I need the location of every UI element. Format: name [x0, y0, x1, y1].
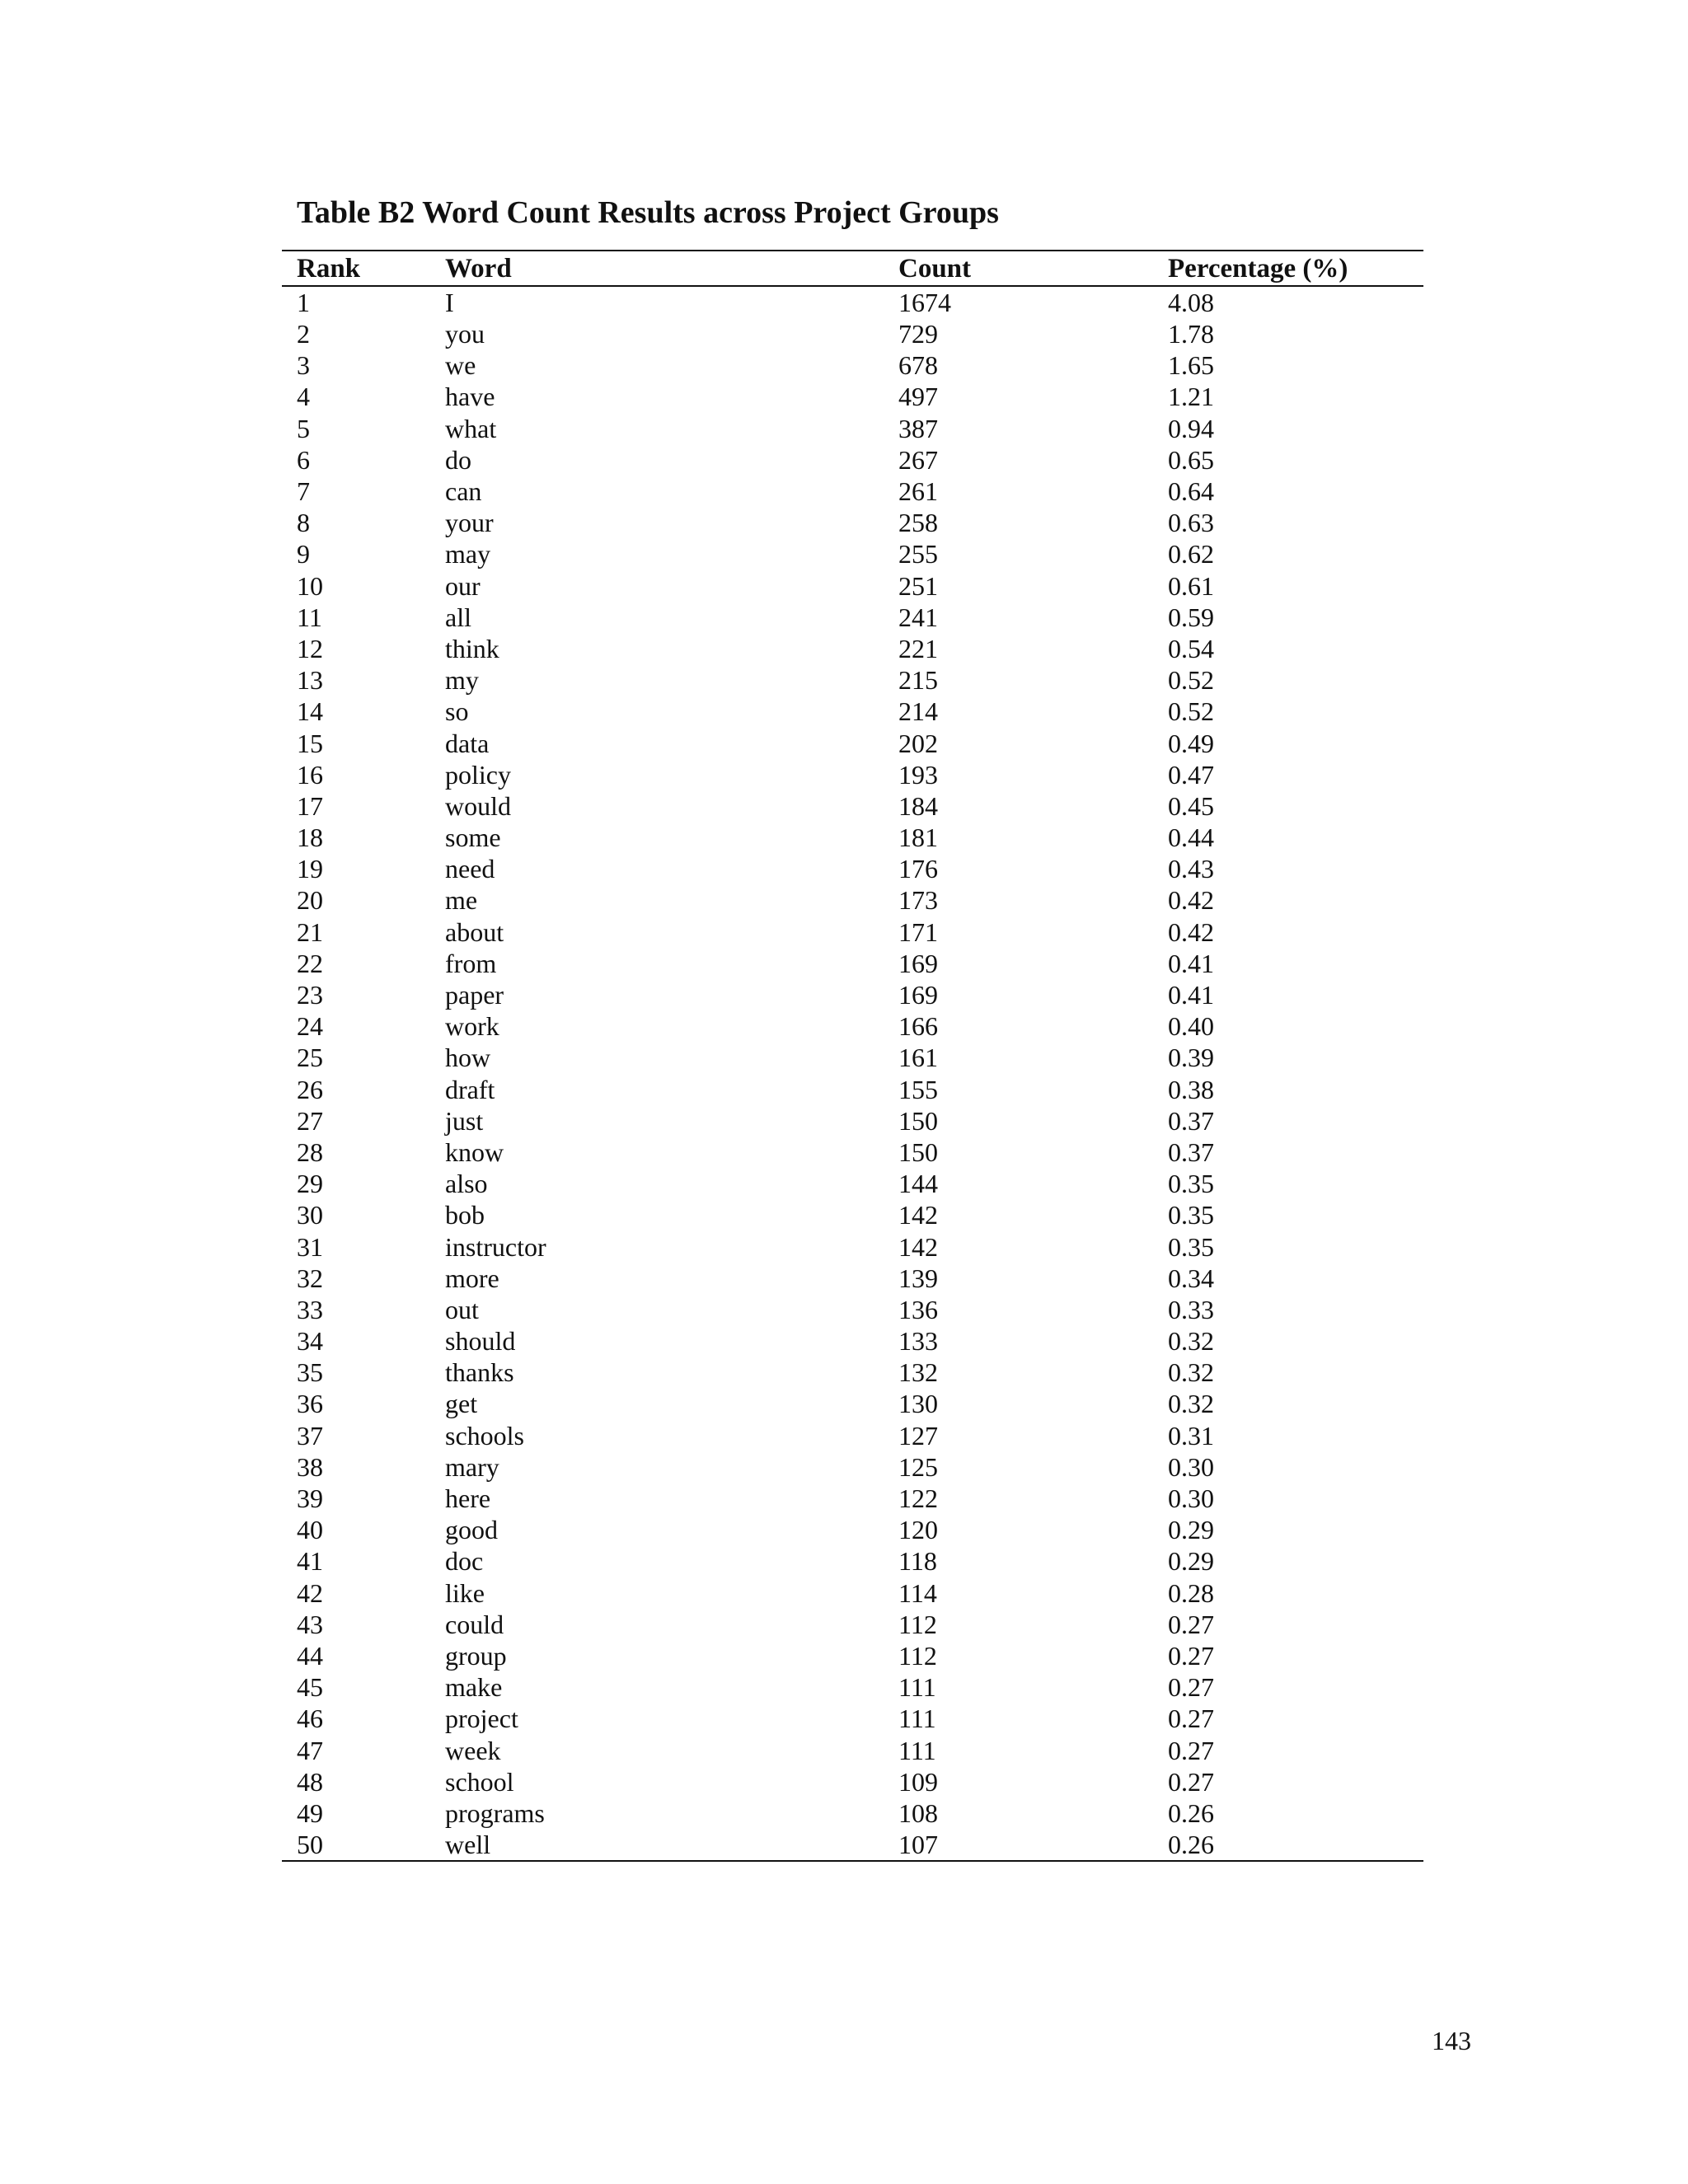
rank-cell: 34 [297, 1326, 323, 1357]
table-row [282, 1199, 1423, 1230]
table-row [282, 602, 1423, 633]
word-cell: schools [445, 1420, 524, 1451]
percentage-cell: 0.41 [1168, 980, 1214, 1010]
percentage-cell: 0.31 [1168, 1420, 1214, 1451]
rank-cell: 5 [297, 413, 310, 443]
word-cell: like [445, 1577, 485, 1608]
percentage-cell: 0.38 [1168, 1074, 1214, 1104]
word-cell: good [445, 1515, 498, 1545]
word-cell: should [445, 1326, 516, 1357]
count-cell: 161 [898, 1043, 938, 1073]
rank-cell: 7 [297, 476, 310, 507]
rank-cell: 46 [297, 1704, 323, 1734]
word-cell: my [445, 665, 479, 696]
count-cell: 678 [898, 350, 938, 381]
count-cell: 108 [898, 1797, 938, 1828]
count-cell: 258 [898, 508, 938, 538]
rank-cell: 48 [297, 1766, 323, 1797]
table-row [282, 1797, 1423, 1829]
word-cell: work [445, 1011, 499, 1042]
word-cell: get [445, 1389, 478, 1419]
percentage-cell: 0.32 [1168, 1389, 1214, 1419]
percentage-cell: 0.42 [1168, 885, 1214, 916]
percentage-cell: 0.52 [1168, 665, 1214, 696]
rank-cell: 24 [297, 1011, 323, 1042]
count-cell: 267 [898, 444, 938, 475]
column-header-percentage: Percentage (%) [1153, 251, 1423, 286]
percentage-cell: 0.39 [1168, 1043, 1214, 1073]
word-cell: draft [445, 1074, 495, 1104]
table-header-row [282, 251, 1423, 286]
rank-cell: 31 [297, 1231, 323, 1262]
percentage-cell: 0.32 [1168, 1326, 1214, 1357]
count-cell: 127 [898, 1420, 938, 1451]
count-cell: 120 [898, 1515, 938, 1545]
table-row [282, 1671, 1423, 1703]
count-cell: 221 [898, 633, 938, 663]
rank-cell: 45 [297, 1672, 323, 1703]
table-row [282, 790, 1423, 822]
word-cell: mary [445, 1451, 499, 1482]
count-cell: 150 [898, 1137, 938, 1167]
rank-cell: 8 [297, 508, 310, 538]
rank-cell: 22 [297, 948, 323, 978]
word-cell: would [445, 790, 511, 821]
rank-cell: 27 [297, 1105, 323, 1136]
percentage-cell: 0.47 [1168, 759, 1214, 790]
rank-cell: 3 [297, 350, 310, 381]
rank-cell: 47 [297, 1735, 323, 1765]
percentage-cell: 0.27 [1168, 1704, 1214, 1734]
rank-cell: 10 [297, 570, 323, 601]
percentage-cell: 4.08 [1168, 288, 1214, 317]
percentage-cell: 0.52 [1168, 696, 1214, 727]
count-cell: 214 [898, 696, 938, 727]
rank-cell: 49 [297, 1797, 323, 1828]
count-cell: 729 [898, 319, 938, 349]
word-cell: think [445, 633, 499, 663]
rank-cell: 50 [282, 1829, 430, 1861]
count-cell: 155 [898, 1074, 938, 1104]
rank-cell: 37 [297, 1420, 323, 1451]
table-row [282, 1829, 1423, 1861]
word-cell: just [445, 1105, 484, 1136]
count-cell: 114 [898, 1577, 937, 1608]
page-number: 143 [1432, 2026, 1471, 2055]
percentage-cell: 0.29 [1168, 1546, 1214, 1577]
count-cell: 171 [898, 916, 938, 947]
count-cell: 122 [898, 1483, 938, 1514]
word-cell: I [445, 288, 454, 317]
count-cell: 142 [898, 1200, 938, 1230]
word-cell: make [445, 1672, 503, 1703]
count-cell: 139 [898, 1263, 938, 1293]
rank-cell: 35 [297, 1357, 323, 1388]
table-row [282, 948, 1423, 979]
count-cell: 112 [898, 1640, 937, 1671]
word-cell: how [445, 1043, 491, 1073]
count-cell: 261 [898, 476, 938, 507]
word-cell: policy [445, 759, 511, 790]
rank-cell: 36 [297, 1389, 323, 1419]
percentage-cell: 0.43 [1168, 854, 1214, 884]
word-cell: know [445, 1137, 504, 1167]
rank-cell: 20 [297, 885, 323, 916]
rank-cell: 29 [297, 1169, 323, 1199]
table-row [282, 696, 1423, 727]
percentage-cell: 0.28 [1168, 1577, 1214, 1608]
count-cell: 144 [898, 1169, 938, 1199]
percentage-cell: 0.37 [1168, 1105, 1214, 1136]
table-row [282, 413, 1423, 444]
word-cell: instructor [445, 1231, 546, 1262]
table-row [282, 1137, 1423, 1168]
table-row [282, 1766, 1423, 1797]
word-cell: here [445, 1483, 491, 1514]
word-cell: can [445, 476, 482, 507]
count-cell: 169 [898, 980, 938, 1010]
percentage-cell: 0.54 [1168, 633, 1214, 663]
word-cell: what [445, 413, 497, 443]
rank-cell: 23 [297, 980, 323, 1010]
word-cell: do [445, 444, 471, 475]
percentage-cell: 0.27 [1168, 1640, 1214, 1671]
rank-cell: 38 [297, 1451, 323, 1482]
word-cell: data [445, 728, 490, 758]
rank-cell: 18 [297, 823, 323, 853]
count-cell: 193 [898, 759, 938, 790]
table-row [282, 349, 1423, 381]
table-row [282, 1105, 1423, 1137]
table-caption: Table B2 Word Count Results across Project Groups [297, 195, 999, 230]
table-row [282, 538, 1423, 569]
rank-cell: 1 [297, 288, 310, 317]
rank-cell: 11 [297, 602, 322, 632]
word-cell: have [445, 382, 495, 412]
percentage-cell: 0.26 [1153, 1829, 1423, 1861]
percentage-cell: 0.42 [1168, 916, 1214, 947]
word-cell: about [445, 916, 504, 947]
table-row [282, 1640, 1423, 1671]
percentage-cell: 0.34 [1168, 1263, 1214, 1293]
table-row [282, 1357, 1423, 1388]
word-cell: me [445, 885, 478, 916]
rank-cell: 39 [297, 1483, 323, 1514]
percentage-cell: 0.94 [1168, 413, 1214, 443]
count-cell: 142 [898, 1231, 938, 1262]
percentage-cell: 0.35 [1168, 1200, 1214, 1230]
table-row [282, 381, 1423, 412]
word-cell: you [445, 319, 485, 349]
percentage-cell: 0.32 [1168, 1357, 1214, 1388]
count-cell: 107 [884, 1829, 1153, 1861]
count-cell: 173 [898, 885, 938, 916]
table-row [282, 286, 1423, 318]
percentage-cell: 0.40 [1168, 1011, 1214, 1042]
word-cell: some [445, 823, 501, 853]
count-cell: 132 [898, 1357, 938, 1388]
table-row [282, 1514, 1423, 1545]
word-cell: group [445, 1640, 507, 1671]
rank-cell: 19 [297, 854, 323, 884]
table-row [282, 1451, 1423, 1483]
table-row [282, 853, 1423, 884]
word-cell: from [445, 948, 497, 978]
word-cell: week [445, 1735, 501, 1765]
word-cell: all [445, 602, 471, 632]
word-cell: programs [445, 1797, 545, 1828]
rank-cell: 12 [297, 633, 323, 663]
table-row [282, 664, 1423, 696]
rank-cell: 42 [297, 1577, 323, 1608]
count-cell: 241 [898, 602, 938, 632]
word-cell: need [445, 854, 495, 884]
count-cell: 111 [898, 1704, 936, 1734]
count-cell: 251 [898, 570, 938, 601]
rank-cell: 43 [297, 1609, 323, 1639]
table-row [282, 979, 1423, 1010]
percentage-cell: 0.35 [1168, 1231, 1214, 1262]
table-row [282, 318, 1423, 349]
table-row [282, 1420, 1423, 1451]
count-cell: 130 [898, 1389, 938, 1419]
rank-cell: 26 [297, 1074, 323, 1104]
rank-cell: 21 [297, 916, 323, 947]
percentage-cell: 0.49 [1168, 728, 1214, 758]
count-cell: 181 [898, 823, 938, 853]
percentage-cell: 0.30 [1168, 1483, 1214, 1514]
column-header-rank: Rank [282, 251, 430, 286]
word-cell: project [445, 1704, 518, 1734]
table-row [282, 1388, 1423, 1419]
percentage-cell: 0.64 [1168, 476, 1214, 507]
table-row [282, 916, 1423, 948]
percentage-cell: 0.62 [1168, 539, 1214, 569]
table-row [282, 444, 1423, 476]
percentage-cell: 0.27 [1168, 1609, 1214, 1639]
rank-cell: 2 [297, 319, 310, 349]
rank-cell: 30 [297, 1200, 323, 1230]
percentage-cell: 0.35 [1168, 1169, 1214, 1199]
rank-cell: 15 [297, 728, 323, 758]
percentage-cell: 0.65 [1168, 444, 1214, 475]
percentage-cell: 0.63 [1168, 508, 1214, 538]
table-row [282, 1577, 1423, 1609]
percentage-cell: 1.65 [1168, 350, 1214, 381]
percentage-cell: 0.45 [1168, 790, 1214, 821]
rank-cell: 17 [297, 790, 323, 821]
count-cell: 118 [898, 1546, 937, 1577]
word-cell: may [445, 539, 491, 569]
rank-cell: 40 [297, 1515, 323, 1545]
word-cell: so [445, 696, 469, 727]
table-row [282, 1734, 1423, 1765]
word-cell: out [445, 1294, 479, 1324]
word-cell: our [445, 570, 481, 601]
word-cell: paper [445, 980, 504, 1010]
table-row [282, 633, 1423, 664]
table-row [282, 1074, 1423, 1105]
table-row [282, 1263, 1423, 1294]
table-row [282, 1483, 1423, 1514]
table-header [282, 251, 1423, 286]
table-row [282, 1294, 1423, 1325]
count-cell: 255 [898, 539, 938, 569]
count-cell: 387 [898, 413, 938, 443]
word-cell: could [445, 1609, 504, 1639]
count-cell: 111 [898, 1735, 936, 1765]
word-count-table-container [282, 250, 1423, 1862]
rank-cell: 33 [297, 1294, 323, 1324]
word-cell: your [445, 508, 494, 538]
count-cell: 497 [898, 382, 938, 412]
percentage-cell: 0.29 [1168, 1515, 1214, 1545]
percentage-cell: 1.21 [1168, 382, 1214, 412]
word-cell: doc [445, 1546, 484, 1577]
table-row [282, 759, 1423, 790]
table-row [282, 1325, 1423, 1357]
word-cell: bob [445, 1200, 485, 1230]
percentage-cell: 0.44 [1168, 823, 1214, 853]
count-cell: 111 [898, 1672, 936, 1703]
rank-cell: 44 [297, 1640, 323, 1671]
count-cell: 133 [898, 1326, 938, 1357]
rank-cell: 13 [297, 665, 323, 696]
percentage-cell: 0.26 [1168, 1797, 1214, 1828]
table-row [282, 1042, 1423, 1073]
rank-cell: 9 [297, 539, 310, 569]
percentage-cell: 0.59 [1168, 602, 1214, 632]
word-cell: we [445, 350, 476, 381]
table-body [282, 286, 1423, 1861]
count-cell: 184 [898, 790, 938, 821]
count-cell: 150 [898, 1105, 938, 1136]
column-header-count: Count [884, 251, 1153, 286]
table-row [282, 1545, 1423, 1577]
rank-cell: 41 [297, 1546, 323, 1577]
table-row [282, 1703, 1423, 1734]
count-cell: 202 [898, 728, 938, 758]
table-row [282, 727, 1423, 758]
count-cell: 125 [898, 1451, 938, 1482]
percentage-cell: 0.61 [1168, 570, 1214, 601]
percentage-cell: 0.30 [1168, 1451, 1214, 1482]
rank-cell: 4 [297, 382, 310, 412]
rank-cell: 16 [297, 759, 323, 790]
table-row [282, 1230, 1423, 1262]
percentage-cell: 0.27 [1168, 1766, 1214, 1797]
count-cell: 109 [898, 1766, 938, 1797]
word-count-table [282, 250, 1423, 1862]
table-row [282, 1010, 1423, 1042]
rank-cell: 14 [297, 696, 323, 727]
count-cell: 176 [898, 854, 938, 884]
word-cell: thanks [445, 1357, 514, 1388]
word-cell: also [445, 1169, 488, 1199]
percentage-cell: 1.78 [1168, 319, 1214, 349]
percentage-cell: 0.27 [1168, 1672, 1214, 1703]
word-cell: more [445, 1263, 499, 1293]
percentage-cell: 0.27 [1168, 1735, 1214, 1765]
table-row [282, 1609, 1423, 1640]
rank-cell: 25 [297, 1043, 323, 1073]
rank-cell: 32 [297, 1263, 323, 1293]
table-row [282, 507, 1423, 538]
table-row [282, 884, 1423, 916]
table-row [282, 1168, 1423, 1199]
table-row [282, 822, 1423, 853]
count-cell: 1674 [898, 288, 951, 317]
rank-cell: 28 [297, 1137, 323, 1167]
percentage-cell: 0.41 [1168, 948, 1214, 978]
count-cell: 169 [898, 948, 938, 978]
percentage-cell: 0.37 [1168, 1137, 1214, 1167]
column-header-word: Word [430, 251, 884, 286]
count-cell: 112 [898, 1609, 937, 1639]
word-cell: school [445, 1766, 514, 1797]
word-cell: well [430, 1829, 884, 1861]
count-cell: 215 [898, 665, 938, 696]
percentage-cell: 0.33 [1168, 1294, 1214, 1324]
count-cell: 166 [898, 1011, 938, 1042]
table-row [282, 570, 1423, 602]
table-row [282, 476, 1423, 507]
count-cell: 136 [898, 1294, 938, 1324]
rank-cell: 6 [297, 444, 310, 475]
